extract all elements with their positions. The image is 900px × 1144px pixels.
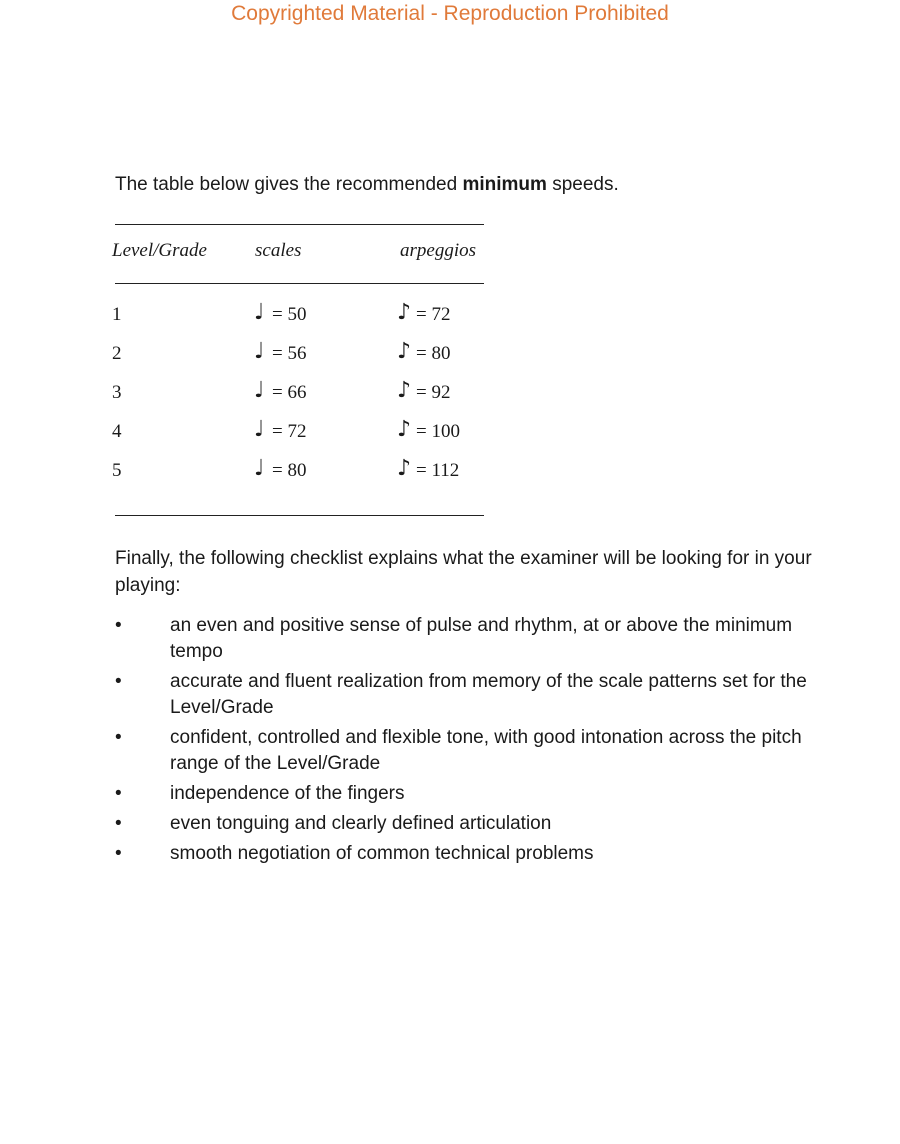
checklist-intro: Finally, the following checklist explains what the examiner will be looking for in your playing: <box>115 548 812 596</box>
cell-scales: = 56 <box>272 343 307 364</box>
header-scales: scales <box>255 240 302 261</box>
list-item <box>0 781 810 807</box>
intro-bold: minimum <box>462 174 547 195</box>
cell-arpeggios: = 100 <box>416 421 460 442</box>
bullet-icon: • <box>115 727 122 748</box>
table-row <box>112 378 492 410</box>
eighth-note-icon: ♪ <box>397 339 412 364</box>
table-row <box>112 456 492 488</box>
list-item-text: even tonguing and clearly defined articulation <box>170 813 552 834</box>
list-item <box>0 669 810 721</box>
intro-before: The table below gives the recommended <box>115 174 463 195</box>
header-level: Level/Grade <box>112 240 207 261</box>
cell-scales: = 80 <box>272 460 307 481</box>
quarter-note-icon: ♩ <box>254 339 265 364</box>
list-item <box>0 841 810 867</box>
table-top-rule <box>115 224 484 225</box>
eighth-note-icon: ♪ <box>397 300 412 325</box>
cell-scales: = 50 <box>272 304 307 325</box>
cell-arpeggios: = 112 <box>416 460 460 481</box>
cell-arpeggios: = 80 <box>416 343 451 364</box>
watermark: Copyrighted Material - Reproduction Prohibited <box>231 2 669 25</box>
list-item-text: smooth negotiation of common technical problems <box>170 843 594 864</box>
cell-scales: = 72 <box>272 421 307 442</box>
list-item <box>0 811 810 837</box>
cell-level: 4 <box>112 421 122 442</box>
table-row <box>112 417 492 449</box>
eighth-note-icon: ♪ <box>397 378 412 403</box>
list-item-text: accurate and fluent realization from memory of the scale patterns set for the Level/Grade <box>170 671 807 718</box>
table-header-rule <box>115 283 484 284</box>
cell-scales: = 66 <box>272 382 307 403</box>
intro-after: speeds. <box>546 174 619 195</box>
list-item <box>0 725 810 777</box>
quarter-note-icon: ♩ <box>254 378 265 403</box>
table-row <box>112 300 492 332</box>
list-item <box>0 613 810 665</box>
list-item-text: an even and positive sense of pulse and rhythm, at or above the minimum tempo <box>170 615 793 662</box>
bullet-icon: • <box>115 843 122 864</box>
quarter-note-icon: ♩ <box>254 456 265 481</box>
cell-level: 5 <box>112 460 122 481</box>
quarter-note-icon: ♩ <box>254 300 265 325</box>
table-bottom-rule <box>115 515 484 516</box>
cell-arpeggios: = 92 <box>416 382 451 403</box>
list-item-text: independence of the fingers <box>170 783 405 804</box>
header-arpeggios: arpeggios <box>400 240 476 261</box>
cell-level: 2 <box>112 343 122 364</box>
cell-level: 1 <box>112 304 122 325</box>
checklist <box>0 613 900 871</box>
bullet-icon: • <box>115 783 122 804</box>
list-item-text: confident, controlled and flexible tone, with good intonation across the pitch range of the Level/Grade <box>170 727 802 774</box>
bullet-icon: • <box>115 813 122 834</box>
table-header <box>112 240 492 266</box>
intro-text <box>115 174 619 196</box>
quarter-note-icon: ♩ <box>254 417 265 442</box>
eighth-note-icon: ♪ <box>397 456 412 481</box>
table-row <box>112 339 492 371</box>
bullet-icon: • <box>115 615 122 636</box>
cell-level: 3 <box>112 382 122 403</box>
bullet-icon: • <box>115 671 122 692</box>
eighth-note-icon: ♪ <box>397 417 412 442</box>
cell-arpeggios: = 72 <box>416 304 451 325</box>
